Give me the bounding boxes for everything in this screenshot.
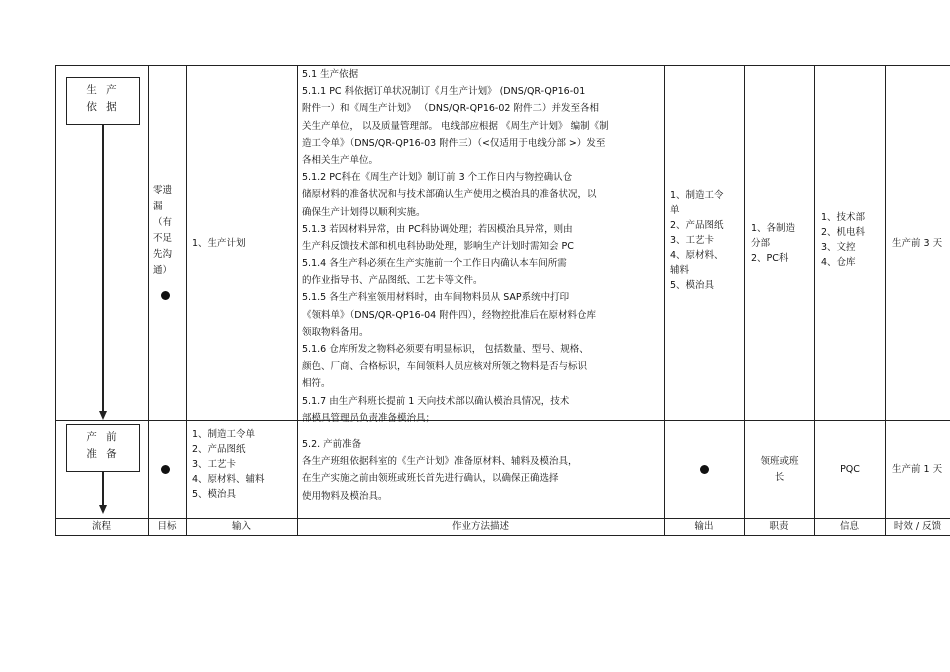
info-item: 4、仓库	[821, 257, 856, 268]
header-process: 流程	[91, 521, 111, 532]
info-item: PQC	[840, 464, 860, 475]
col-border	[885, 65, 886, 536]
input-cell	[192, 236, 296, 251]
method-line: 颜色、厂商、合格标识，车间领料人员应核对所领之物料是否与标识	[302, 361, 588, 373]
flow-arrow-head	[99, 505, 107, 514]
input-item: 2、产品图纸	[192, 444, 246, 455]
method-line: 部模具管理员负责准备模治具；	[302, 412, 436, 424]
goal-line: 不足	[153, 233, 173, 244]
method-line: 关生产单位， 以及质量管理部。 电线部应根据 《周生产计划》 编制《制	[302, 120, 609, 132]
goal-dot-icon	[161, 291, 170, 300]
output-item: 1、制造工令	[670, 190, 724, 201]
time-text: 生产前 1 天	[892, 464, 943, 475]
duty-cell	[745, 454, 814, 486]
duty-item: 2、PC科	[751, 253, 789, 264]
info-item: 3、文控	[821, 242, 856, 253]
output-item: 2、产品图纸	[670, 220, 724, 231]
method-line: 各相关生产单位。	[302, 154, 379, 166]
process-label: 依 据	[86, 101, 120, 113]
info-cell	[815, 462, 885, 477]
info-item: 2、机电科	[821, 227, 866, 238]
output-item: 4、原材料、	[670, 250, 724, 261]
goal-cell	[153, 183, 185, 279]
input-item: 5、模治具	[192, 489, 237, 500]
goal-line: 先沟	[153, 249, 173, 260]
col-border	[664, 65, 665, 536]
header-input: 输入	[231, 521, 251, 532]
method-line: 5.1.7 由生产科班长提前 1 天向技术部以确认模治具情况，技术	[302, 395, 570, 407]
method-line: 的作业指导书、产品图纸、工艺卡等文件。	[302, 275, 483, 287]
method-description	[302, 436, 662, 505]
method-line: 各生产班组依据科室的《生产计划》准备原材料、辅料及模治具，	[302, 456, 578, 468]
info-item: 1、技术部	[821, 212, 866, 223]
method-line: 5.1.6 仓库所发之物料必须要有明显标识， 包括数量、型号、规格、	[302, 344, 589, 355]
method-line: 5.1.4 各生产科必须在生产实施前一个工作日内确认本车间所需	[302, 258, 567, 270]
method-line: 在生产实施之前由领班或班长首先进行确认，以确保正确选择	[302, 473, 559, 485]
method-line: 5.1.3 若因材料异常，由 PC科协调处理；若因模治具异常，则由	[302, 223, 573, 235]
header-method: 作业方法描述	[451, 521, 509, 532]
input-cell	[192, 427, 296, 502]
duty-item: 分部	[751, 238, 771, 249]
output-dot-icon	[700, 465, 709, 474]
col-border	[297, 65, 298, 536]
method-description	[302, 66, 662, 427]
time-cell	[892, 236, 950, 251]
output-cell	[670, 188, 742, 293]
col-border	[55, 65, 56, 536]
output-item: 辅料	[670, 265, 690, 276]
goal-dot-icon	[161, 465, 170, 474]
duty-cell	[751, 221, 813, 266]
input-item: 1、制造工令单	[192, 429, 256, 440]
method-line: 附件一）和《周生产计划》 （DNS/QR-QP16-02 附件二）并发至各相	[302, 103, 599, 115]
input-item: 1、生产计划	[192, 238, 246, 249]
method-line: 领取物料备用。	[302, 326, 369, 338]
method-line: 《领料单》（DNS/QR-QP16-04 附件四），经物控批准后在原材料仓库	[302, 309, 596, 321]
method-line: 相符。	[302, 378, 331, 390]
method-line: 5.1 生产依据	[302, 69, 359, 80]
output-item: 3、工艺卡	[670, 235, 715, 246]
method-line: 造工令单》（DNS/QR-QP16-03 附件三）（<仅适用于电线分部 >）发至	[302, 137, 606, 149]
goal-line: （有	[153, 217, 173, 228]
goal-line: 漏	[153, 201, 163, 212]
header-duty: 职责	[769, 521, 789, 532]
info-cell	[821, 210, 883, 270]
process-label: 产 前	[86, 431, 120, 443]
input-item: 3、工艺卡	[192, 459, 237, 470]
process-box-production-basis	[66, 77, 140, 125]
header-output: 输出	[694, 521, 714, 532]
col-border	[148, 65, 149, 536]
col-border	[186, 65, 187, 536]
time-cell	[892, 462, 950, 477]
duty-item: 领班或班	[760, 456, 799, 467]
flow-arrow-shaft	[102, 472, 104, 508]
goal-line: 通）	[153, 265, 173, 276]
table-bottom-border	[55, 535, 950, 536]
output-item: 5、模治具	[670, 280, 715, 291]
process-label: 生 产	[86, 84, 120, 96]
method-line: 储原材料的准备状况和与技术部确认生产使用之模治具的准备状况，以	[302, 189, 597, 201]
duty-item: 长	[774, 472, 785, 483]
header-info: 信息	[839, 521, 859, 532]
time-text: 生产前 3 天	[892, 238, 943, 249]
header-goal: 目标	[157, 521, 177, 532]
output-item: 单	[670, 205, 680, 216]
method-line: 5.1.1 PC 科依据订单状况制订《月生产计划》 (DNS/QR-QP16-01	[302, 86, 586, 98]
method-line: 确保生产计划得以顺利实施。	[302, 206, 426, 218]
duty-item: 1、各制造	[751, 223, 796, 234]
method-line: 5.1.2 PC科在《周生产计划》制订前 3 个工作日内与物控确认仓	[302, 172, 573, 184]
method-line: 5.1.5 各生产科室领用材料时，由车间物料员从 SAP系统中打印	[302, 292, 570, 304]
method-line: 5.2. 产前准备	[302, 439, 362, 450]
process-label: 准 备	[86, 448, 120, 460]
method-line: 生产科反馈技术部和机电科协助处理，影响生产计划时需知会 PC	[302, 240, 574, 252]
process-box-pre-production	[66, 424, 140, 472]
goal-line: 零遗	[153, 185, 173, 196]
flow-arrow-shaft	[102, 125, 104, 414]
flow-arrow-head	[99, 411, 107, 420]
method-line: 使用物料及模治具。	[302, 490, 388, 502]
input-item: 4、原材料、辅料	[192, 474, 265, 485]
header-time: 时效 / 反馈	[893, 521, 942, 532]
